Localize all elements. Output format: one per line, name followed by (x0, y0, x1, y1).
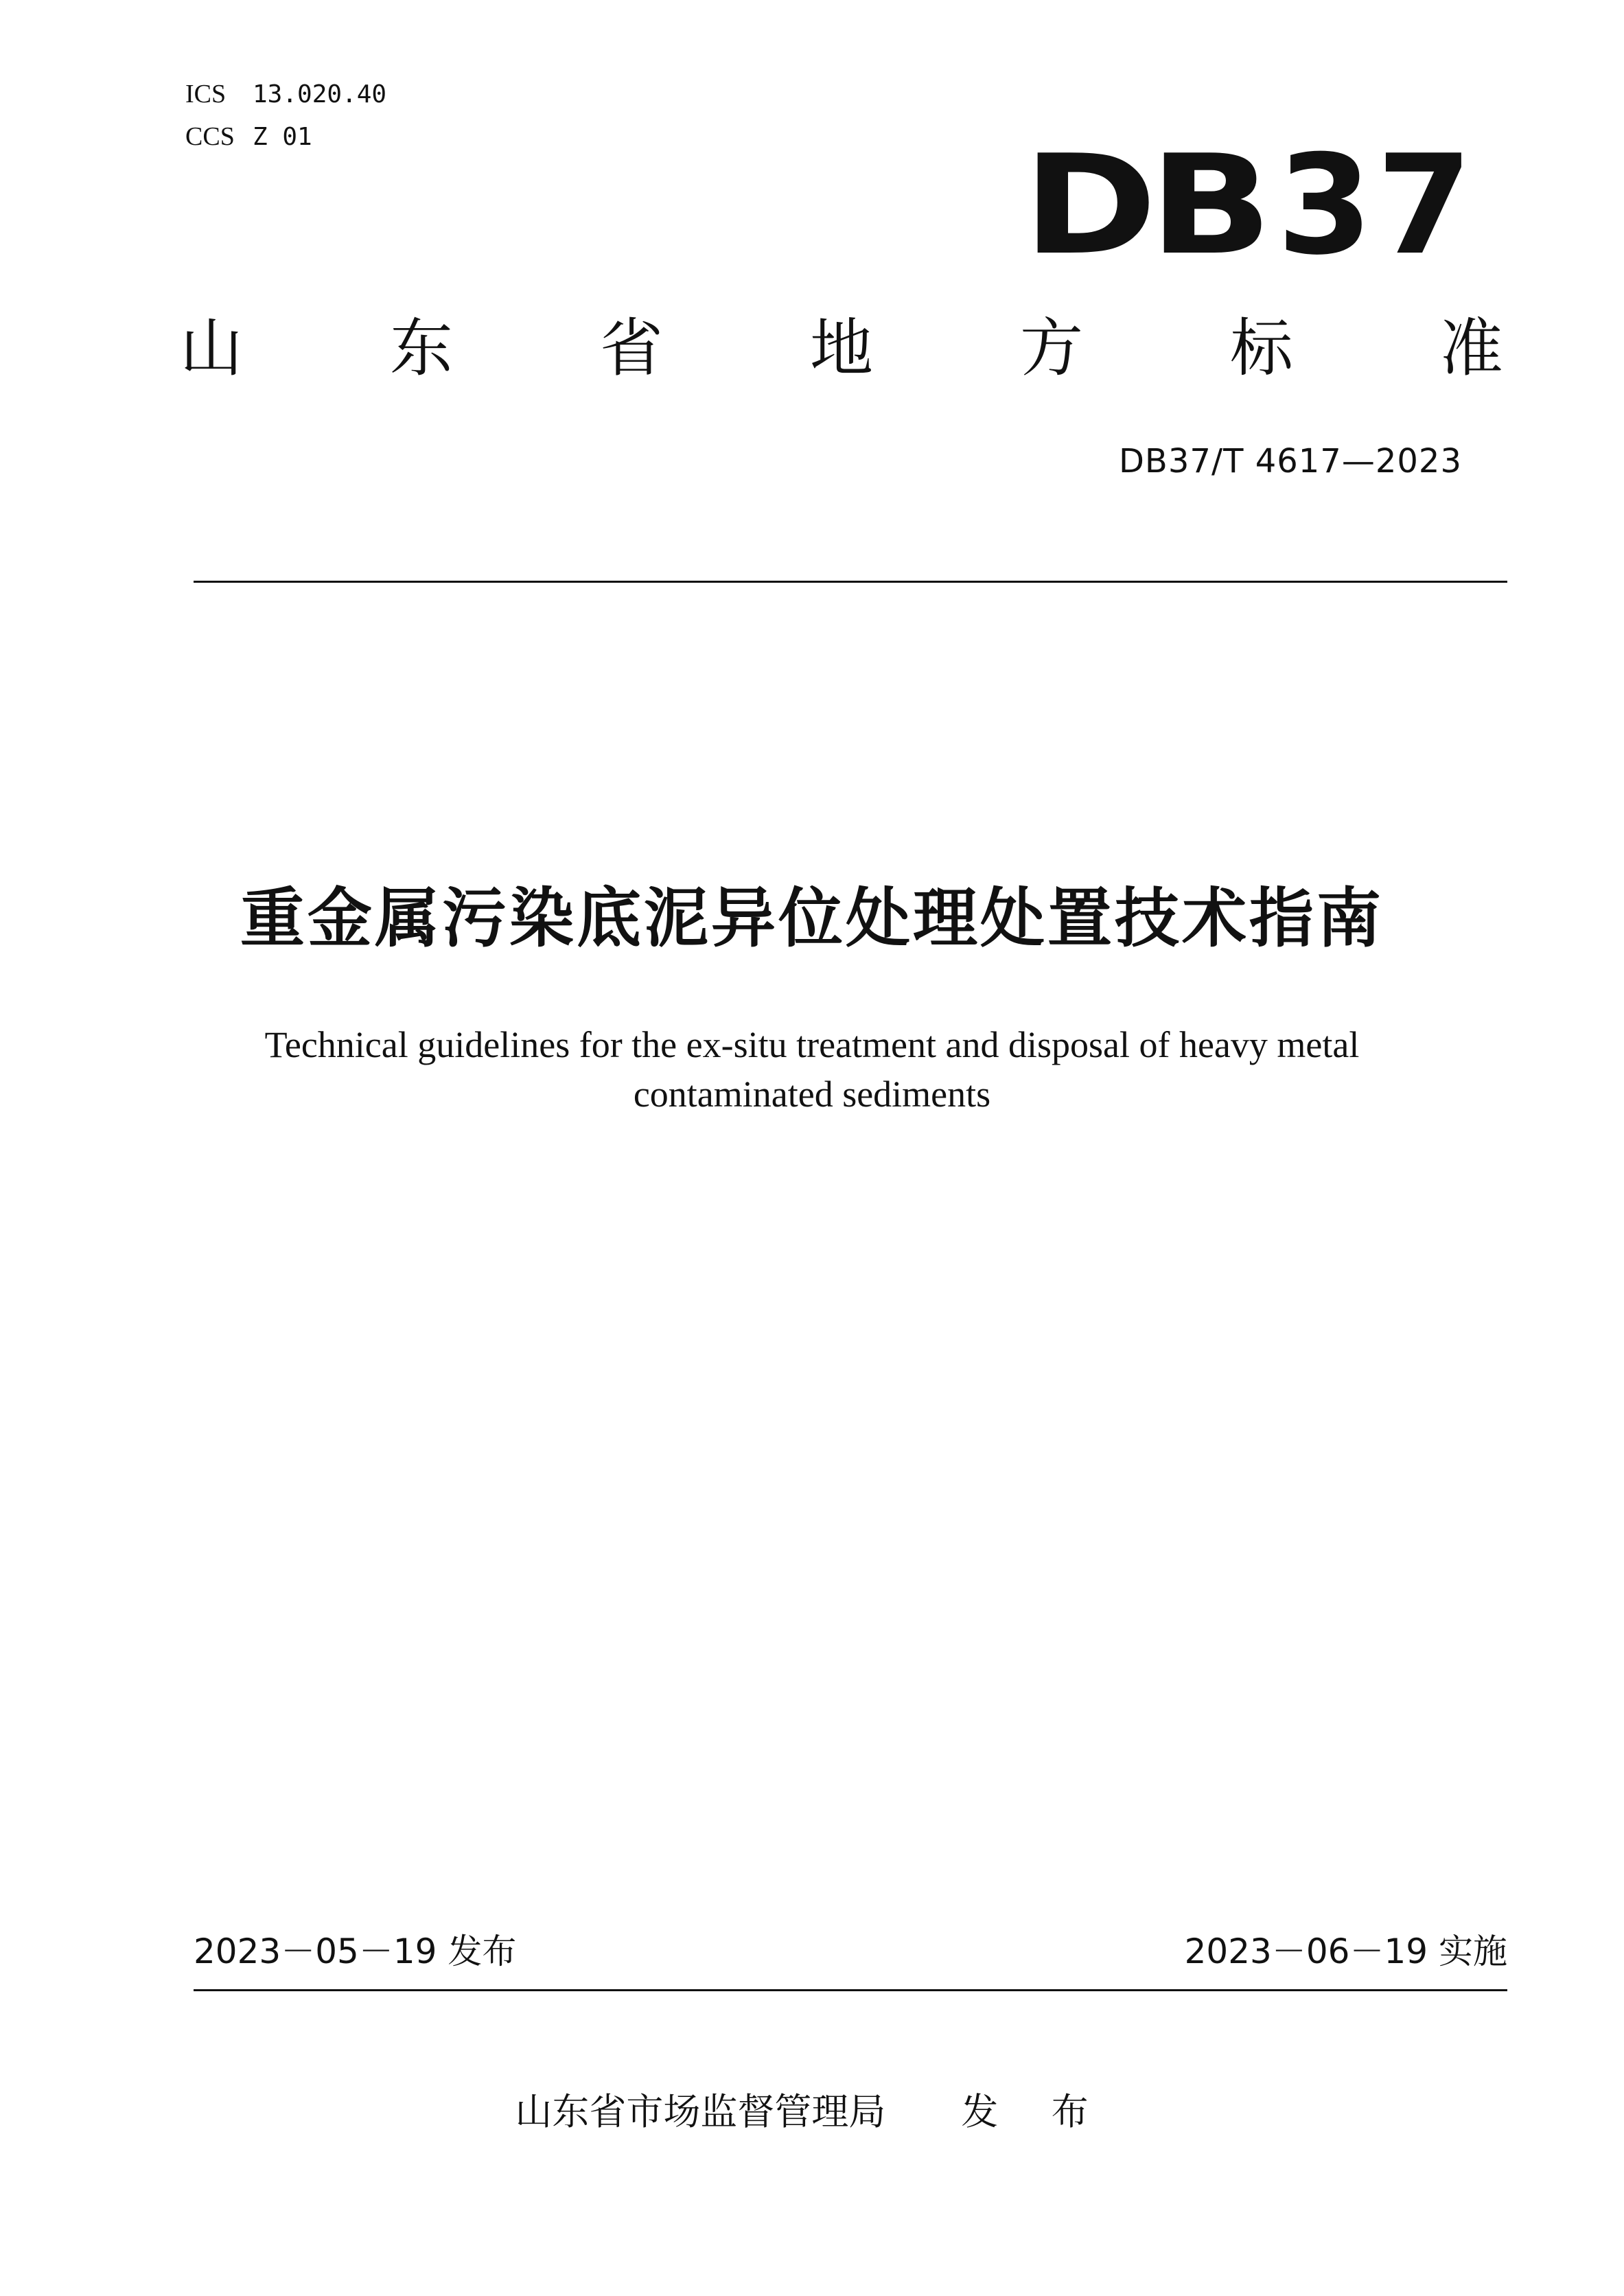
implementation-date: 2023－06－19 实施 (1184, 1932, 1507, 1971)
standard-type-char: 标 (1229, 312, 1293, 385)
standard-type-char: 东 (389, 312, 453, 385)
ics-label: ICS (185, 80, 227, 108)
top-divider (194, 581, 1507, 583)
logo-digits: 37 (1277, 126, 1476, 286)
issuing-authority (0, 2090, 1624, 2133)
standard-number: DB37/T 4617—2023 (1118, 442, 1462, 480)
ics-code: 13.020.40 (253, 80, 387, 108)
standard-type-heading (180, 312, 1503, 385)
logo-letters: DB (1023, 126, 1265, 286)
standard-type-char: 山 (180, 312, 244, 385)
standard-type-char: 省 (599, 312, 663, 385)
standard-type-char: 方 (1019, 312, 1083, 385)
ccs-code: Z 01 (253, 123, 312, 151)
ccs-label: CCS (185, 122, 235, 151)
issue-date: 2023－05－19 发布 (194, 1932, 517, 1971)
standard-type-char: 地 (809, 312, 873, 385)
ics-classification (185, 81, 386, 107)
issuer-name: 山东省市场监督管理局 (515, 2090, 886, 2133)
standard-type-char: 准 (1439, 312, 1503, 385)
title-english: Technical guidelines for the ex-situ treatment and disposal of heavy metal contaminated sediments (264, 1024, 1360, 1115)
ccs-classification (185, 124, 312, 150)
bottom-divider (194, 1989, 1507, 1991)
issuer-action: 发 布 (961, 2090, 1109, 2133)
db37-logo (1023, 126, 1476, 286)
title-chinese: 重金属污染底泥异位处理处置技术指南 (240, 881, 1384, 956)
